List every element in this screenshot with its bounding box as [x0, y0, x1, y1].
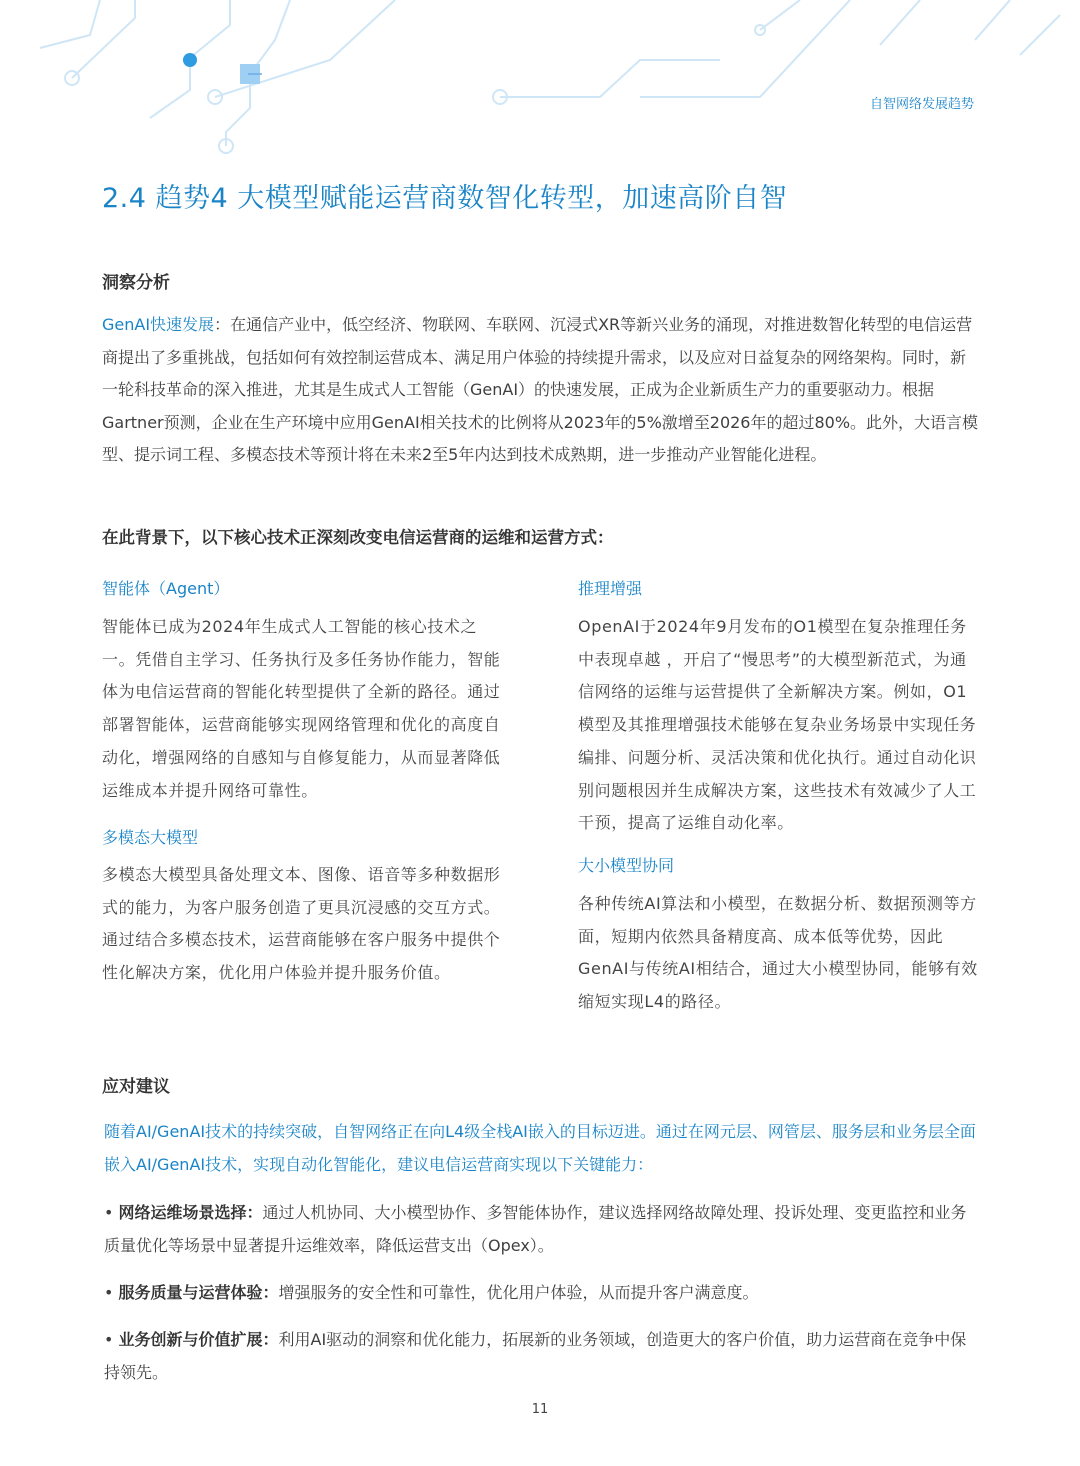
section-title: 2.4 趋势4 大模型赋能运营商数智化转型，加速高阶自智 — [102, 183, 788, 214]
insight-lead: GenAI快速发展 — [102, 315, 215, 334]
multimodal-title: 多模态大模型 — [102, 828, 199, 847]
bullet-mark: • — [104, 1283, 114, 1302]
insight-body: ：在通信产业中，低空经济、物联网、车联网、沉浸式XR等新兴业务的涌现，对推进数智化转型的电信运营商提出了多重挑战，包括如何有效控制运营成本、满足用户体验的持续提升需求，以及应对日益复杂的网络架构。同时，新一轮科技革命的深入推进，尤其是生成式人工智能（GenAI）的快速发展，正成为企业新质生产力的重要驱动力。根据Gartner预测，企业在生产环境中应用GenAI相关技术的比例将从2023年的5%激增至2026年的超过80%。此外，大语言模型、提示词工程、多模态技术等预计将在未来2至5年内达到技术成熟期，进一步推动产业智能化进程。 — [102, 315, 979, 465]
insight-heading: 洞察分析 — [102, 273, 170, 293]
page-number: 11 — [531, 1402, 549, 1417]
background-statement: 在此背景下，以下核心技术正深刻改变电信运营商的运维和运营方式： — [102, 528, 614, 547]
advice-intro: 随着AI/GenAI技术的持续突破，自智网络正在向L4级全栈AI嵌入的目标迈进。通过在网元层、网管层、服务层和业务层全面嵌入AI/GenAI技术，实现自动化智能化，建议电信运营商实现以下关键能力： — [104, 1122, 976, 1174]
advice-bullet-1 — [104, 1196, 979, 1262]
bullet-text: 增强服务的安全性和可靠性，优化用户体验，从而提升客户满意度。 — [278, 1283, 759, 1302]
multimodal-body: 多模态大模型具备处理文本、图像、语音等多种数据形式的能力，为客户服务创造了更具沉浸感的交互方式。通过结合多模态技术，运营商能够在客户服务中提供个性化解决方案，优化用户体验并提升服务价值。 — [102, 865, 501, 983]
advice-bullet-2 — [104, 1276, 979, 1309]
agent-title: 智能体（Agent） — [102, 579, 230, 598]
reasoning-title: 推理增强 — [578, 579, 643, 598]
bullet-label: 网络运维场景选择： — [118, 1203, 263, 1222]
bullet-text: 通过人机协同、大小模型协作、多智能体协作，建议选择网络故障处理、投诉处理、变更监控和业务质量优化等场景中显著提升运维效率，降低运营支出（Opex）。 — [104, 1203, 967, 1255]
bullet-mark: • — [104, 1203, 114, 1222]
header-category-tag: 自智网络发展趋势 — [869, 97, 974, 112]
agent-body: 智能体已成为2024年生成式人工智能的核心技术之一。凭借自主学习、任务执行及多任务协作能力，智能体为电信运营商的智能化转型提供了全新的路径。通过部署智能体，运营商能够实现网络管理和优化的高度自动化，增强网络的自感知与自修复能力，从而显著降低运维成本并提升网络可靠性。 — [102, 617, 501, 800]
bullet-text: 利用AI驱动的洞察和优化能力，拓展新的业务领域，创造更大的客户价值，助力运营商在竞争中保持领先。 — [104, 1330, 967, 1382]
bullet-mark: • — [104, 1330, 114, 1349]
collab-body: 各种传统AI算法和小模型，在数据分析、数据预测等方面，短期内依然具备精度高、成本低等优势，因此GenAI与传统AI相结合，通过大小模型协同，能够有效缩短实现L4的路径。 — [578, 894, 978, 1012]
bullet-label: 服务质量与运营体验： — [118, 1283, 279, 1302]
advice-heading: 应对建议 — [102, 1077, 170, 1097]
advice-bullet-3 — [104, 1323, 979, 1389]
collab-title: 大小模型协同 — [578, 856, 675, 875]
insight-paragraph — [102, 309, 980, 472]
circuit-decoration — [0, 0, 1080, 170]
reasoning-body: OpenAI于2024年9月发布的O1模型在复杂推理任务中表现卓越 ，开启了“慢思考”的大模型新范式，为通信网络的运维与运营提供了全新解决方案。例如，O1模型及其推理增强技术能够在复杂业务场景中实现任务编排、问题分析、灵活决策和优化执行。通过自动化识别问题根因并生成解决方案，这些技术有效减少了人工干预，提高了运维自动化率。 — [578, 617, 977, 833]
bullet-label: 业务创新与价值扩展： — [118, 1330, 279, 1349]
